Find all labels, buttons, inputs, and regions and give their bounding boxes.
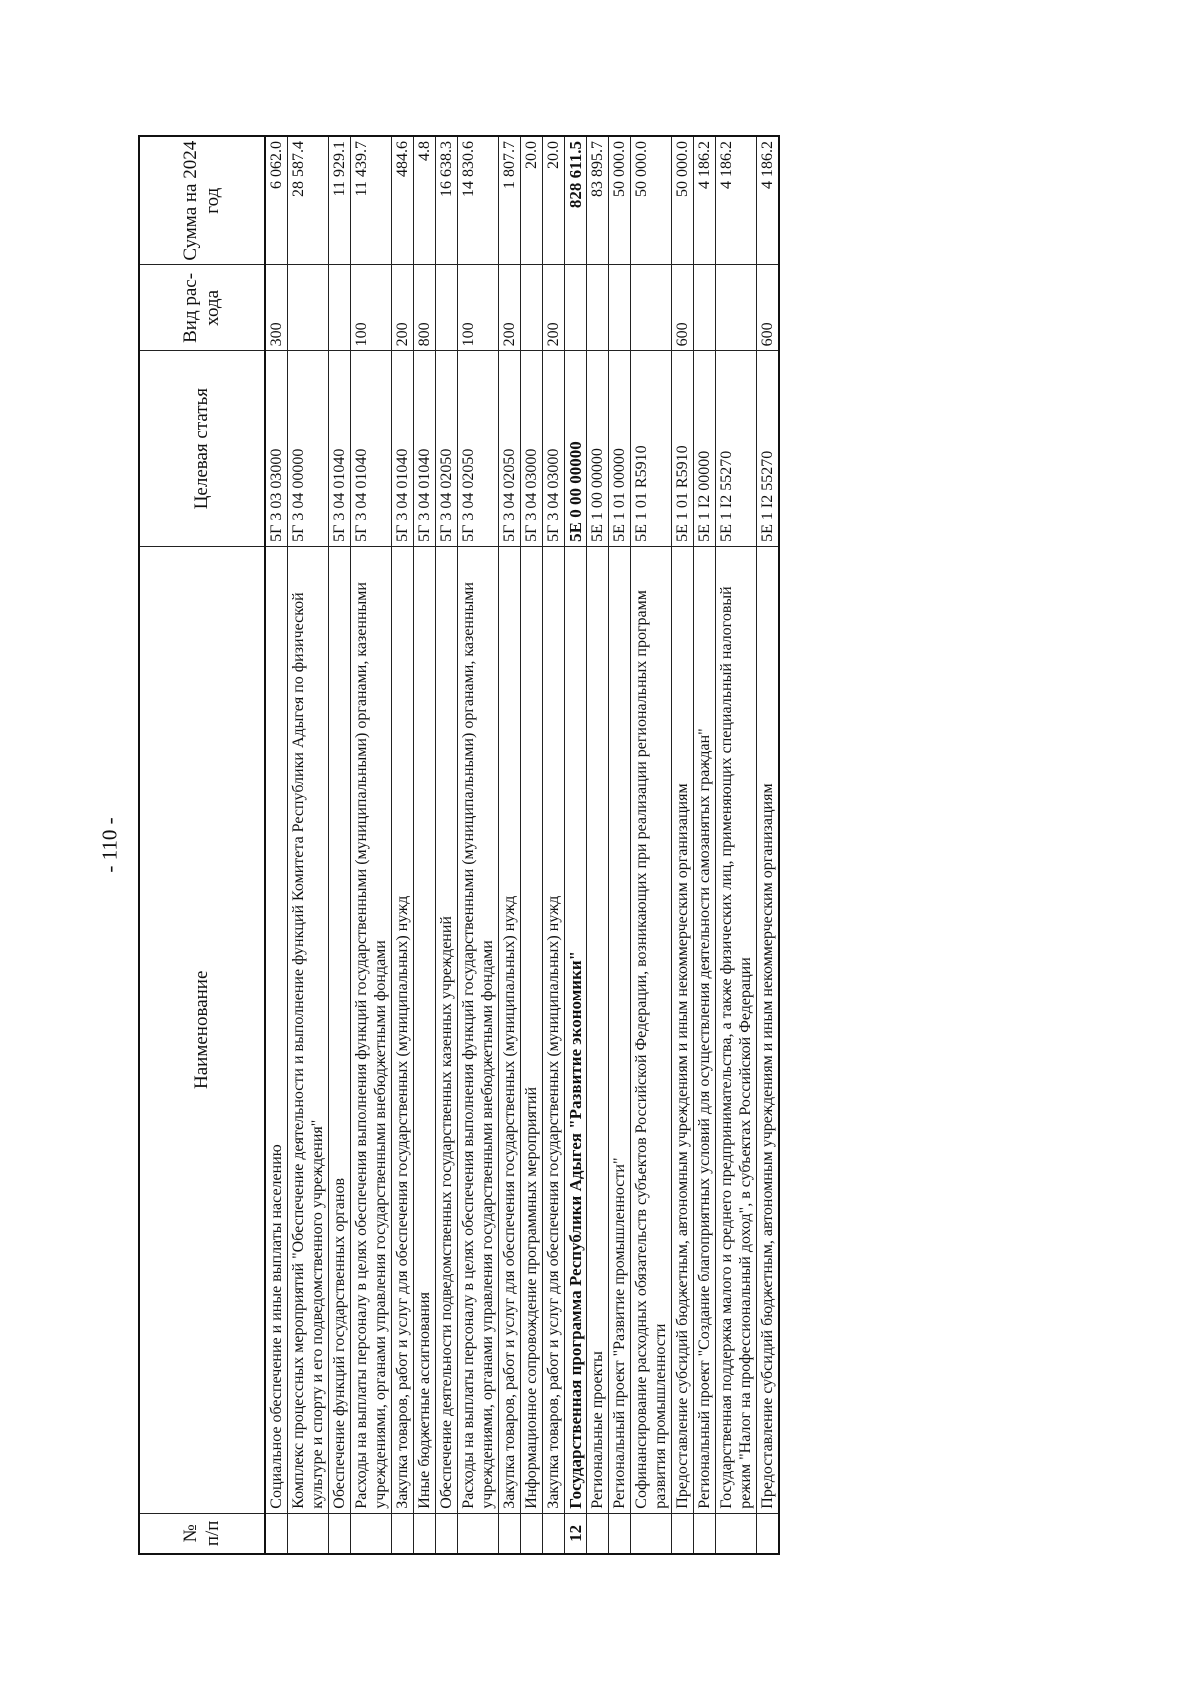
row-expense-type: 200 [392,265,414,351]
row-target-article: 5Е 1 I2 00000 [694,351,716,547]
row-name: Информационное сопровождение программных мероприятий [521,546,543,1513]
row-target-article: 5Г 3 04 01040 [392,351,414,547]
row-number [716,1513,757,1554]
row-sum: 20.0 [543,136,565,265]
table-row [414,136,436,1554]
row-sum: 6 062.0 [265,136,288,265]
budget-table-rotated [138,135,1058,1555]
table-row [672,136,694,1554]
row-name: Региональные проекты [587,546,609,1513]
row-target-article: 5Г 3 04 01040 [351,351,392,547]
table-row [265,136,288,1554]
row-sum: 1 807.7 [499,136,521,265]
row-name: Обеспечение деятельности подведомственных государственных казенных учреждений [436,546,458,1513]
row-sum: 20.0 [521,136,543,265]
table-row [716,136,757,1554]
row-expense-type [521,265,543,351]
table-row [609,136,631,1554]
row-target-article: 5Г 3 04 00000 [288,351,329,547]
row-name: Закупка товаров, работ и услуг для обеспечения государственных (муниципальных) нужд [392,546,414,1513]
row-expense-type [565,265,587,351]
table-row [587,136,609,1554]
row-number [521,1513,543,1554]
row-expense-type [631,265,672,351]
table-row [436,136,458,1554]
row-sum: 484.6 [392,136,414,265]
row-number [631,1513,672,1554]
row-number [265,1513,288,1554]
row-expense-type: 200 [543,265,565,351]
row-target-article: 5Е 1 00 00000 [587,351,609,547]
table-row [329,136,351,1554]
row-number [694,1513,716,1554]
row-target-article: 5Г 3 04 02050 [436,351,458,547]
row-target-article: 5Е 1 01 R5910 [631,351,672,547]
row-sum: 4.8 [414,136,436,265]
row-target-article: 5Г 3 04 02050 [499,351,521,547]
row-number: 12 [565,1513,587,1554]
row-number [414,1513,436,1554]
row-expense-type: 200 [499,265,521,351]
row-sum: 28 587.4 [288,136,329,265]
table-row [565,136,587,1554]
header-expense-type: Вид рас-хода [139,265,265,351]
row-name: Предоставление субсидий бюджетным, автономным учреждениям и иным некоммерческим организациям [672,546,694,1513]
table-row [694,136,716,1554]
row-sum: 828 611.5 [565,136,587,265]
row-expense-type [436,265,458,351]
table-header-row [139,136,265,1554]
row-number [288,1513,329,1554]
row-expense-type [694,265,716,351]
row-name: Региональный проект "Создание благоприятных условий для осуществления деятельности самозанятых граждан" [694,546,716,1513]
row-target-article: 5Г 3 03 03000 [265,351,288,547]
row-expense-type: 100 [351,265,392,351]
row-name: Расходы на выплаты персоналу в целях обеспечения выполнения функций государственными (муниципальными) органами, казенными учреждениями, органами управления государственными внебюджетными фондами [351,546,392,1513]
row-sum: 16 638.3 [436,136,458,265]
row-target-article: 5Е 0 00 00000 [565,351,587,547]
row-name: Закупка товаров, работ и услуг для обеспечения государственных (муниципальных) нужд [543,546,565,1513]
row-sum: 50 000.0 [609,136,631,265]
row-name: Социальное обеспечение и иные выплаты населению [265,546,288,1513]
row-target-article: 5Г 3 04 03000 [543,351,565,547]
row-expense-type [288,265,329,351]
row-number [351,1513,392,1554]
row-sum: 14 830.6 [458,136,499,265]
row-number [672,1513,694,1554]
row-expense-type: 600 [672,265,694,351]
row-target-article: 5Е 1 I2 55270 [757,351,780,547]
row-sum: 4 186.2 [716,136,757,265]
row-target-article: 5Е 1 I2 55270 [716,351,757,547]
row-sum: 50 000.0 [631,136,672,265]
header-name: Наименование [139,546,265,1513]
budget-table [138,135,780,1555]
table-row [458,136,499,1554]
row-target-article: 5Е 1 01 R5910 [672,351,694,547]
row-number [392,1513,414,1554]
table-row [631,136,672,1554]
row-name: Закупка товаров, работ и услуг для обеспечения государственных (муниципальных) нужд [499,546,521,1513]
row-sum: 50 000.0 [672,136,694,265]
row-expense-type: 100 [458,265,499,351]
row-name: Иные бюджетные ассигнования [414,546,436,1513]
row-number [329,1513,351,1554]
row-name: Государственная поддержка малого и среднего предпринимательства, а также физических лиц, применяющих специальный налоговый режим "Налог на профессиональный доход", в субъектах Российской Федерации [716,546,757,1513]
row-sum: 11 929.1 [329,136,351,265]
row-expense-type [609,265,631,351]
table-row [521,136,543,1554]
table-row [392,136,414,1554]
row-target-article: 5Г 3 04 01040 [414,351,436,547]
table-row [288,136,329,1554]
row-expense-type [716,265,757,351]
row-name: Расходы на выплаты персоналу в целях обеспечения выполнения функций государственными (муниципальными) органами, казенными учреждениями, органами управления государственными внебюджетными фондами [458,546,499,1513]
row-target-article: 5Г 3 04 02050 [458,351,499,547]
row-number [458,1513,499,1554]
row-name: Комплекс процессных мероприятий "Обеспечение деятельности и выполнение функций Комитета Республики Адыгея по физической культуре и спорту и его подведомственного учреждения" [288,546,329,1513]
row-number [543,1513,565,1554]
row-name: Обеспечение функций государственных органов [329,546,351,1513]
row-number [436,1513,458,1554]
row-expense-type: 800 [414,265,436,351]
row-sum: 4 186.2 [757,136,780,265]
row-target-article: 5Г 3 04 01040 [329,351,351,547]
row-expense-type [587,265,609,351]
row-sum: 11 439.7 [351,136,392,265]
row-name: Предоставление субсидий бюджетным, автономным учреждениям и иным некоммерческим организациям [757,546,780,1513]
row-name: Государственная программа Республики Адыгея "Развитие экономики" [565,546,587,1513]
row-number [757,1513,780,1554]
page-number: - 110 - [97,817,122,873]
header-number: № п/п [139,1513,265,1554]
table-row [757,136,780,1554]
row-target-article: 5Г 3 04 03000 [521,351,543,547]
table-row [351,136,392,1554]
table-row [543,136,565,1554]
row-number [499,1513,521,1554]
table-body [265,136,779,1554]
row-sum: 4 186.2 [694,136,716,265]
row-expense-type: 300 [265,265,288,351]
row-expense-type [329,265,351,351]
header-target-article: Целевая статья [139,351,265,547]
row-name: Региональный проект "Развитие промышленности" [609,546,631,1513]
row-name: Софинансирование расходных обязательств субъектов Российской Федерации, возникающих при реализации региональных программ развития промышленности [631,546,672,1513]
row-target-article: 5Е 1 01 00000 [609,351,631,547]
row-sum: 83 895.7 [587,136,609,265]
row-expense-type: 600 [757,265,780,351]
header-sum-2024: Сумма на 2024 год [139,136,265,265]
table-row [499,136,521,1554]
row-number [609,1513,631,1554]
row-number [587,1513,609,1554]
